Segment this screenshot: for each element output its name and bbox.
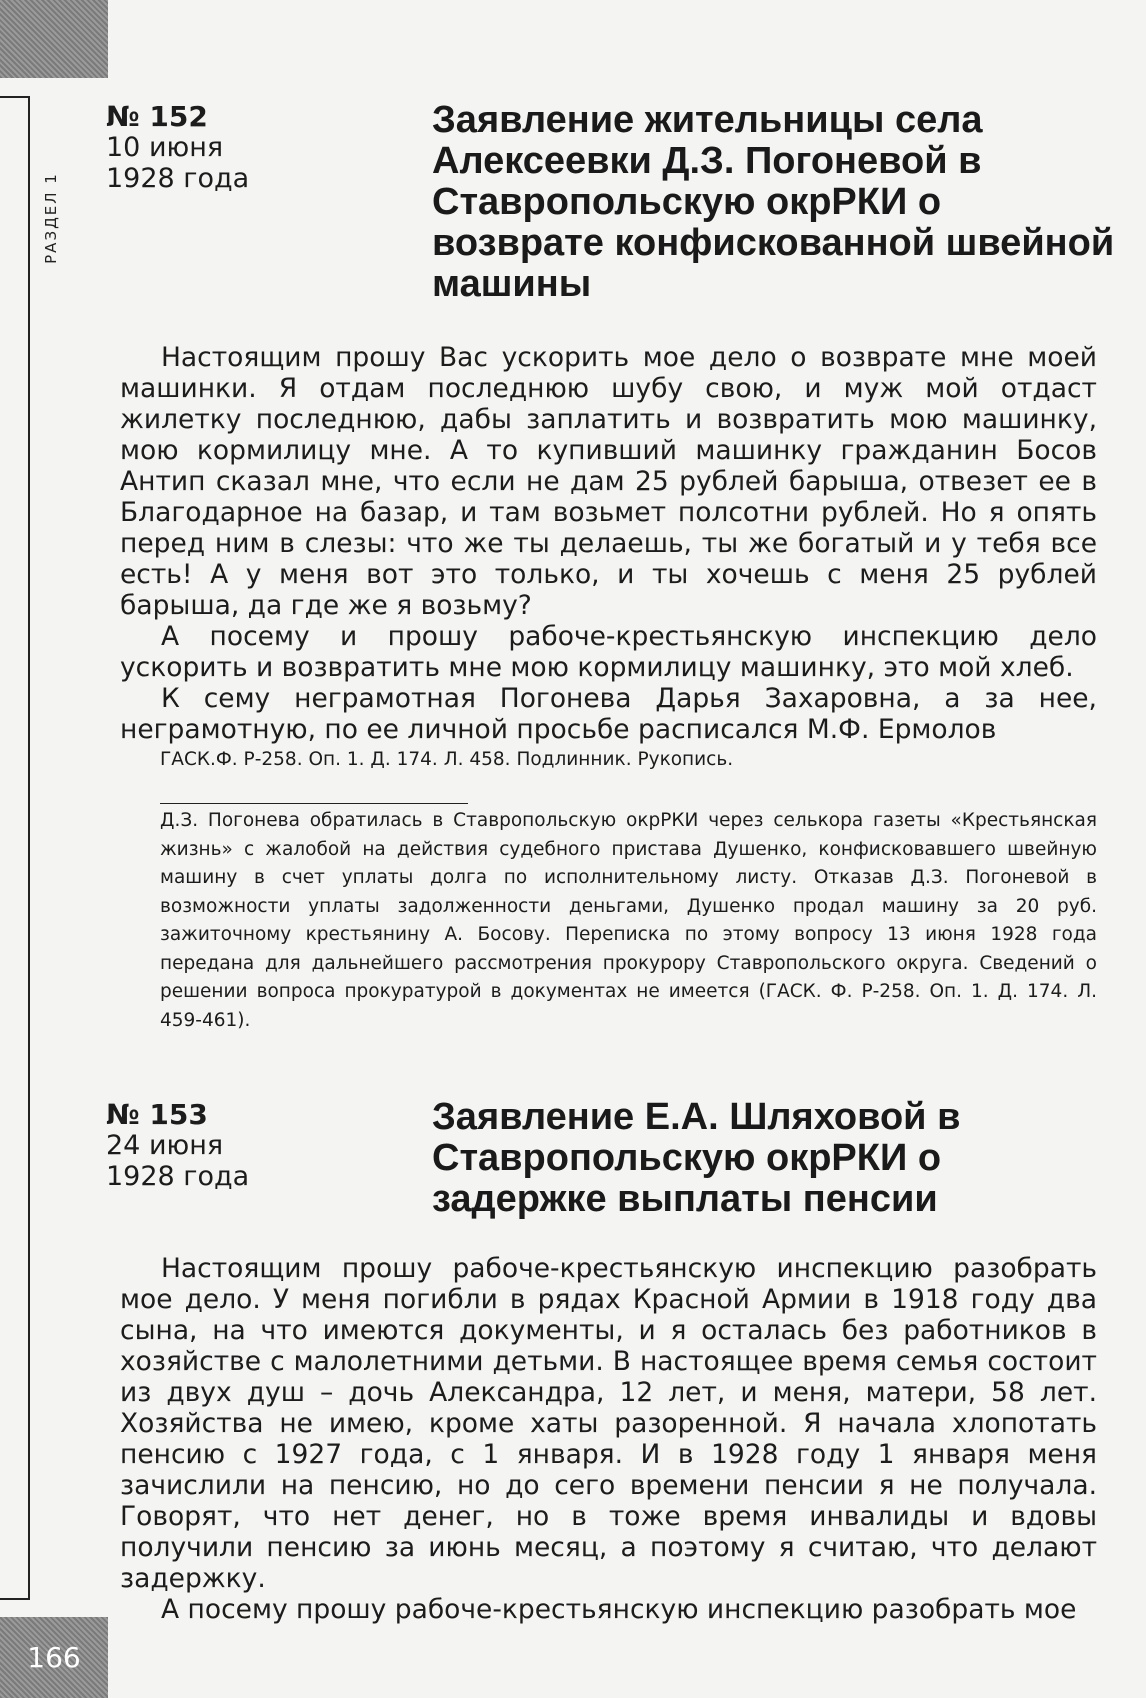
footnote: Д.З. Погонева обратилась в Ставропольскую окрРКИ через селькора газеты «Крестьянская жизнь» с жалобой на действия судебного пристава Душенко, конфисковавшего швейную машину в счет уплаты долга по исполнительному листу. Отказав Д.З. Погоневой в возможности уплаты задолженности деньгами, Душенко продал машину за 20 руб. зажиточному крестьянину А. Босову. Переписка по этому вопросу 13 июня 1928 года передана для дальнейшего рассмотрения прокурору Ставропольского округа. Сведений о решении вопроса прокуратурой в документах не имеется (ГАСК. Ф. Р-258. Оп. 1. Д. 174. Л. 459-461). [160,810,1097,1031]
footnote-rule [160,803,468,804]
section-label: РАЗДЕЛ 1 [42,172,60,264]
doc-year: 1928 года [106,1161,250,1192]
doc-date: 24 июня [106,1130,224,1161]
doc-153-body [120,1253,1097,1625]
doc-152-title: Заявление жительницы села Алексеевки Д.З. Погоневой в Ставропольскую окрРКИ о возврате конфискованной швейной машины [432,99,1115,305]
paragraph: А посему прошу рабоче-крестьянскую инспекцию разобрать мое [161,1594,1077,1625]
paragraph: К сему неграмотная Погонева Дарья Захаровна, а за нее, неграмотную, по ее личной просьбе расписался М.Ф. Ермолов [120,683,1097,745]
archival-source: ГАСК.Ф. Р-258. Оп. 1. Д. 174. Л. 458. Подлинник. Рукопись. [160,749,734,770]
corner-tab-top [0,0,108,78]
doc-number: № 153 [106,1098,208,1131]
frame-line-bottom [0,1598,30,1600]
paragraph: А посему и прошу рабоче-крестьянскую инспекцию дело ускорить и возвратить мне мою кормилицу машинку, это мой хлеб. [120,621,1097,683]
doc-number: № 152 [106,100,208,133]
doc-152-body [120,342,1097,745]
doc-153-title: Заявление Е.А. Шляховой в Ставропольскую окрРКИ о задержке выплаты пенсии [432,1096,961,1220]
doc-153-meta [106,1099,286,1192]
doc-year: 1928 года [106,163,250,194]
paragraph: Настоящим прошу рабоче-крестьянскую инспекцию разобрать мое дело. У меня погибли в рядах Красной Армии в 1918 году два сына, на что имеются документы, и я осталась без работников в хозяйстве с малолетними детьми. В настоящее время семья состоит из двух душ – дочь Александра, 12 лет, и меня, матери, 58 лет. Хозяйства не имею, кроме хаты разоренной. Я начала хлопотать пенсию с 1927 года, с 1 января. И в 1928 году 1 января меня зачислили на пенсию, но до сего времени пенсии я не получала. Говорят, что нет денег, но в тоже время инвалиды и вдовы получили пенсию за июнь месяц, а поэтому я считаю, что делают задержку. [120,1253,1097,1594]
frame-line-left [28,96,30,1600]
frame-line-top [0,96,30,98]
doc-152-meta [106,101,286,194]
doc-date: 10 июня [106,132,224,163]
paragraph: Настоящим прошу Вас ускорить мое дело о возврате мне моей машинки. Я отдам последнюю шубу свою, и муж мой отдаст жилетку последнюю, дабы заплатить и возвратить мою машинку, мою кормилицу мне. А то купивший машинку гражданин Босов Антип сказал мне, что если не дам 25 рублей барыша, отвезет ее в Благодарное на базар, и там возьмет полсотни рублей. Но я опять перед ним в слезы: что же ты делаешь, ты же богатый и у тебя все есть! А у меня вот это только, и ты хочешь с меня 25 рублей барыша, да где же я возьму? [120,342,1097,621]
page-number: 166 [27,1641,81,1674]
